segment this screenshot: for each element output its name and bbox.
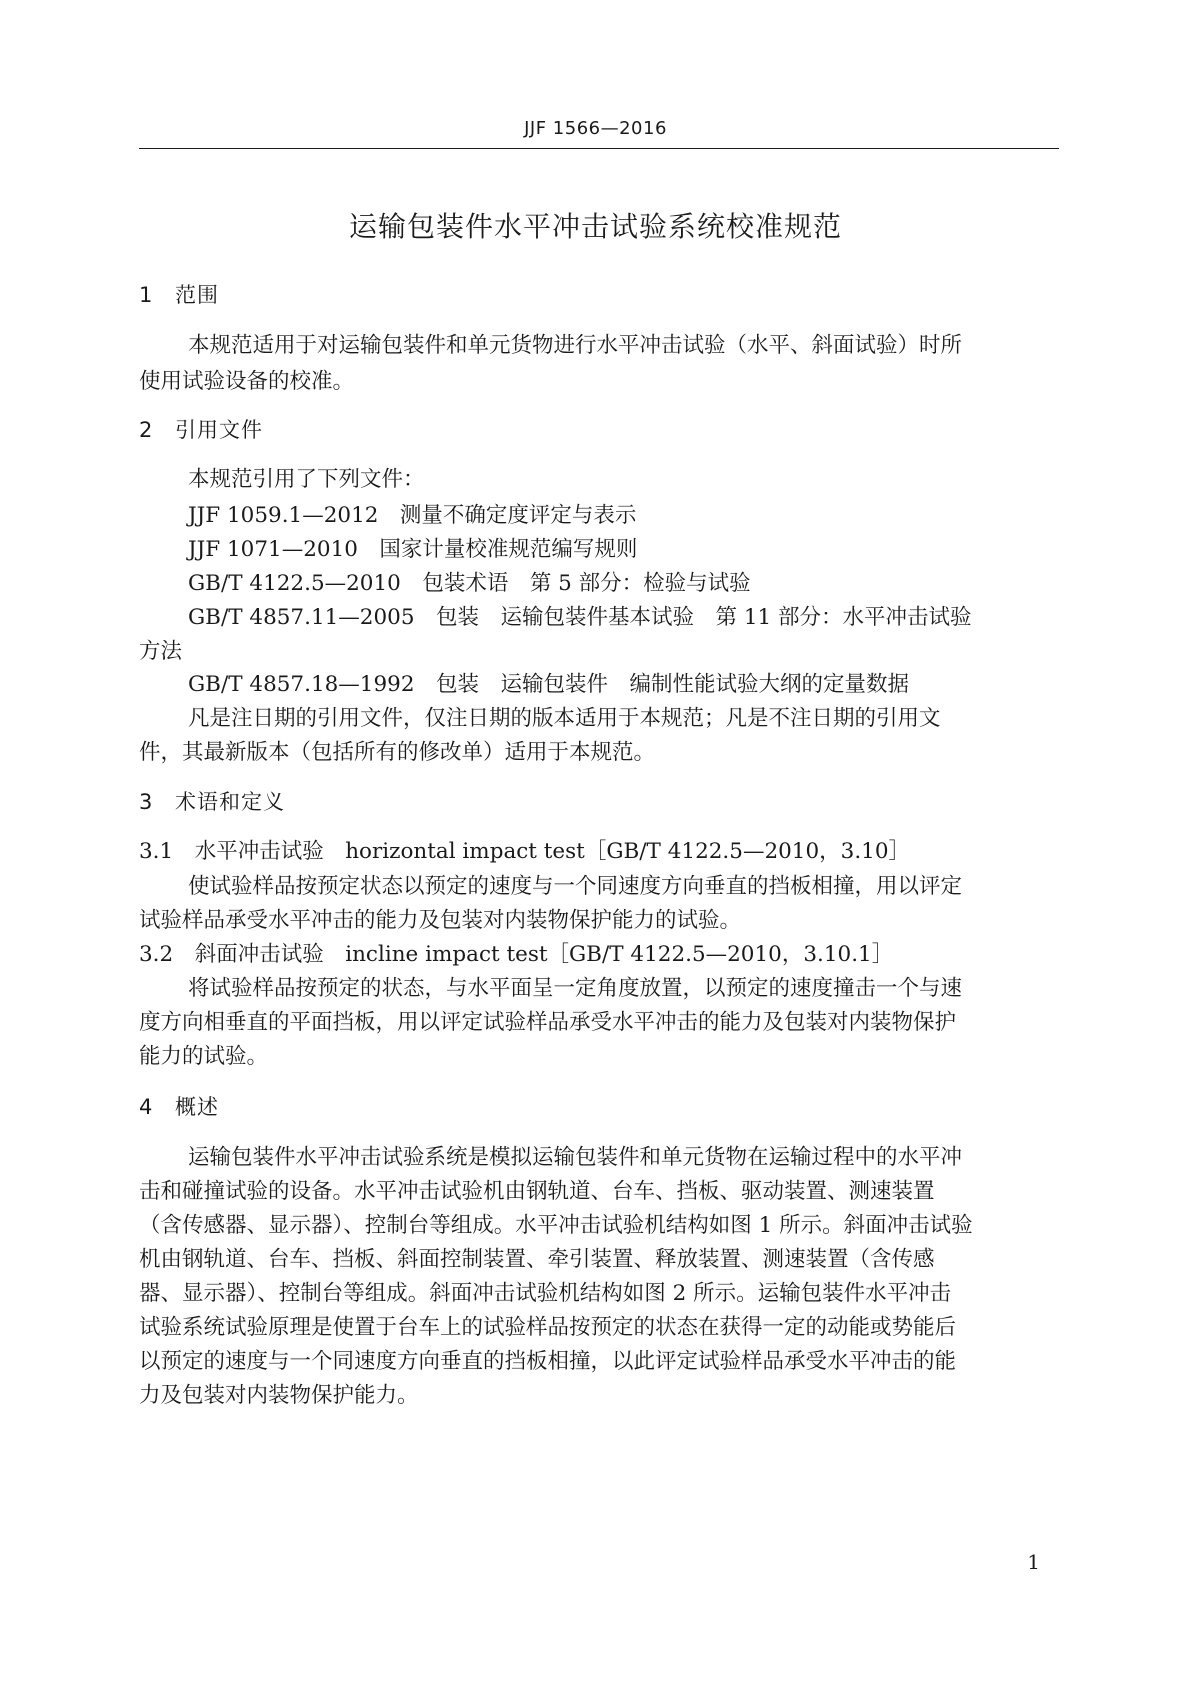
paragraph-line: 使用试验设备的校准。 (139, 369, 355, 394)
section-title: 引用文件 (175, 418, 263, 442)
reference-item: GB/T 4122.5—2010 包装术语 第 5 部分：检验与试验 (188, 571, 751, 596)
section-title: 范围 (175, 283, 219, 307)
paragraph-line: 本规范适用于对运输包装件和单元货物进行水平冲击试验（水平、斜面试验）时所 (188, 333, 963, 358)
paragraph-line: 以预定的速度与一个同速度方向垂直的挡板相撞，以此评定试验样品承受水平冲击的能 (139, 1349, 957, 1374)
section-number: 4 (139, 1095, 154, 1119)
reference-item: JJF 1071—2010 国家计量校准规范编写规则 (188, 537, 638, 562)
paragraph-line: 机由钢轨道、台车、挡板、斜面控制装置、牵引装置、释放装置、测速装置（含传感 (139, 1247, 935, 1272)
page-number: 1 (1027, 1550, 1040, 1574)
paragraph-line: 凡是注日期的引用文件，仅注日期的版本适用于本规范；凡是不注日期的引用文 (188, 706, 941, 731)
paragraph-line: （含传感器、显示器）、控制台等组成。水平冲击试验机结构如图 1 所示。斜面冲击试验 (139, 1213, 973, 1238)
section-title: 术语和定义 (175, 790, 285, 814)
section-4-heading (139, 1091, 219, 1121)
paragraph-line: 能力的试验。 (139, 1044, 269, 1069)
paragraph-line: 击和碰撞试验的设备。水平冲击试验机由钢轨道、台车、挡板、驱动装置、测速装置 (139, 1179, 935, 1204)
standard-code: JJF 1566—2016 (524, 118, 667, 139)
paragraph-line: 使试验样品按预定状态以预定的速度与一个同速度方向垂直的挡板相撞，用以评定 (188, 874, 963, 899)
term-3-2-heading: 3.2 斜面冲击试验 incline impact test［GB/T 4122.5—2010，3.10.1］ (139, 942, 894, 967)
section-number: 1 (139, 283, 154, 307)
paragraph-line: 度方向相垂直的平面挡板，用以评定试验样品承受水平冲击的能力及包装对内装物保护 (139, 1010, 957, 1035)
paragraph-line: 试验系统试验原理是使置于台车上的试验样品按预定的状态在获得一定的动能或势能后 (139, 1315, 957, 1340)
section-number: 2 (139, 418, 154, 442)
section-number: 3 (139, 790, 154, 814)
paragraph-line: 力及包装对内装物保护能力。 (139, 1383, 419, 1408)
section-3-heading (139, 786, 285, 816)
section-1-heading (139, 279, 219, 309)
reference-item: JJF 1059.1—2012 测量不确定度评定与表示 (188, 503, 637, 528)
section-title: 概述 (175, 1095, 219, 1119)
paragraph-line: 将试验样品按预定的状态，与水平面呈一定角度放置，以预定的速度撞击一个与速 (188, 976, 963, 1001)
header-rule (139, 148, 1059, 149)
paragraph-line: 本规范引用了下列文件： (188, 467, 425, 492)
paragraph-line: 运输包装件水平冲击试验系统是模拟运输包装件和单元货物在运输过程中的水平冲 (188, 1145, 963, 1170)
paragraph-line: 试验样品承受水平冲击的能力及包装对内装物保护能力的试验。 (139, 908, 742, 933)
reference-item: GB/T 4857.18—1992 包装 运输包装件 编制性能试验大纲的定量数据 (188, 672, 910, 697)
document-title: 运输包装件水平冲击试验系统校准规范 (348, 210, 842, 243)
reference-item: GB/T 4857.11—2005 包装 运输包装件基本试验 第 11 部分：水平冲击试验 (188, 605, 972, 630)
paragraph-line: 件，其最新版本（包括所有的修改单）适用于本规范。 (139, 740, 656, 765)
section-2-heading (139, 414, 263, 444)
term-3-1-heading: 3.1 水平冲击试验 horizontal impact test［GB/T 4122.5—2010，3.10］ (139, 839, 911, 864)
reference-item-continuation: 方法 (139, 639, 183, 664)
paragraph-line: 器、显示器）、控制台等组成。斜面冲击试验机结构如图 2 所示。运输包装件水平冲击 (139, 1281, 952, 1306)
